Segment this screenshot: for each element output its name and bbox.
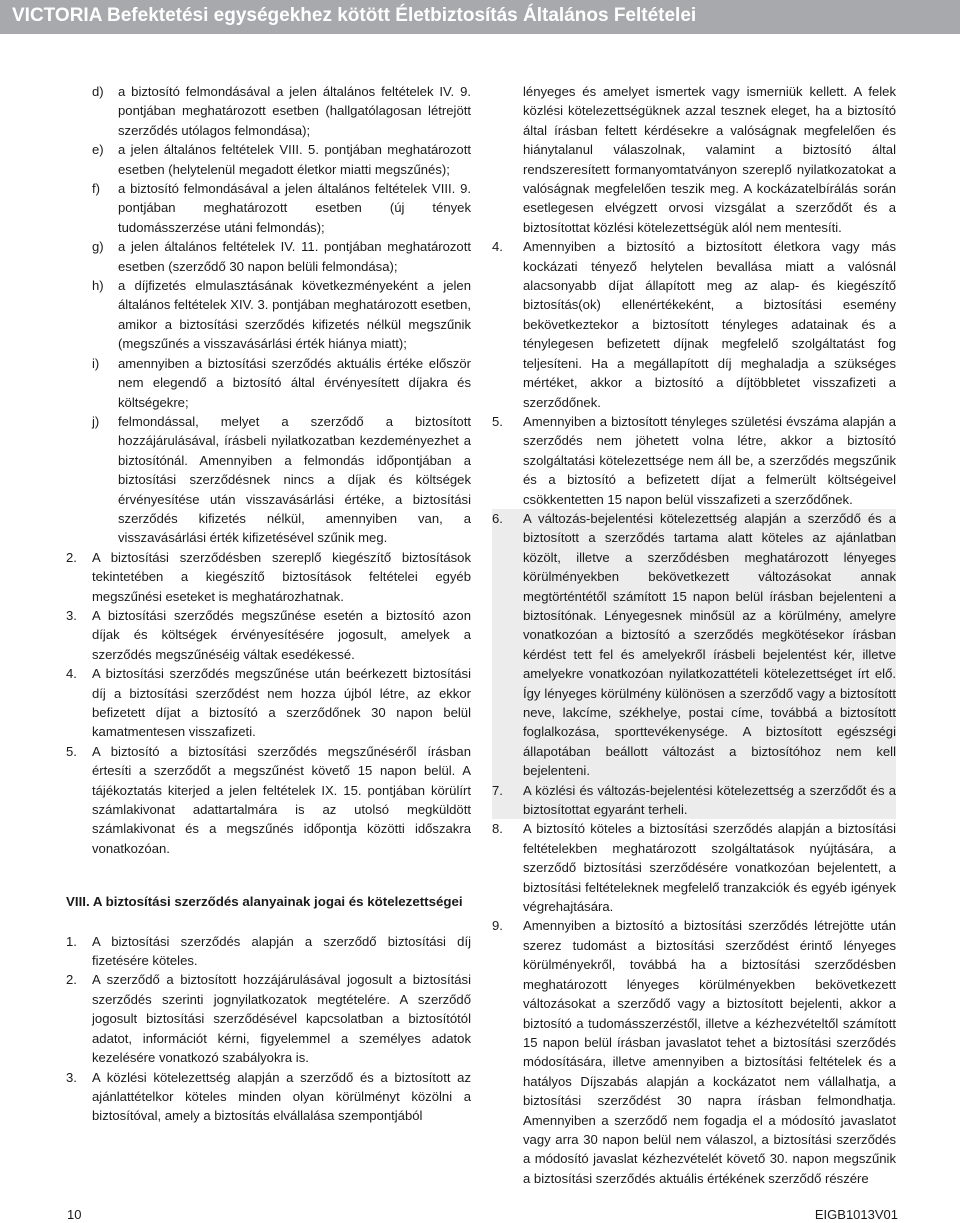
- item-text: Amennyiben a biztosított tényleges születési évszáma alapján a szerződés nem jöhetett volna létre, akkor a biztosító szolgáltatási kötelezettsége nem áll be, a szerződés megszűnik és a biztosító a befizetett díjat a felmerült költségeivel csökkentetten 15 napon belül visszafizeti a szerződőnek.: [523, 413, 896, 507]
- numbered-item: [66, 1068, 471, 1126]
- item-number: 1.: [66, 933, 77, 949]
- document-title: VICTORIA Befektetési egységekhez kötött Életbiztosítás Általános Feltételei: [12, 5, 697, 26]
- item-number: 9.: [492, 918, 503, 934]
- numbered-item: [492, 509, 896, 781]
- lettered-item: [66, 179, 471, 237]
- numbered-item: [66, 742, 471, 858]
- item-text: amennyiben a biztosítási szerződés aktuális értéke először nem elegendő a biztosító által érvényesített díjakra és költségekre;: [118, 355, 471, 410]
- item-number: g): [92, 239, 104, 255]
- item-text: A változás-bejelentési kötelezettség alapján a szerződő és a biztosított a szerződés tartama alatt köteles az ajánlatban közölt, illetve a szerződésben meghatározott lényeges körülményekben bekövetkezett változásokat annak megtörténtétől számított 15 napon belül írásban bejelenteni a biztosítónak. Lényegesnek minősül az a körülmény, amelyre vonatkozóan a biztosító a szerződés megkötésekor írásban kérdést tett fel és amelyekről írásbeli bejelentést kér, illetve amelyekre vonatkozóan nyilatkozattételi kötelezettséget írt elő. Így lényeges körülmény különösen a szerződő vagy a biztosított neve, lakcíme, székhelye, postai címe, továbbá a biztosított foglalkozása, sporttevékenysége. A biztosított egészségi állapotában beállott változást a biztosítóhoz nem kell bejelenteni.: [523, 510, 896, 779]
- item-number: 7.: [492, 782, 503, 798]
- item-text: A biztosító köteles a biztosítási szerződés alapján a biztosítási feltételekben meghatározott szolgáltatások nyújtására, a szerződő biztosítási szerződésére vonatkozóan bejelentett, a biztosítási feltételeknek megfelelő tranzakciók és egyéb igények végrehajtására.: [523, 821, 896, 915]
- lettered-item: [66, 412, 471, 548]
- numbered-item: [66, 548, 471, 606]
- item-text: felmondással, melyet a szerződő a biztosított hozzájárulásával, írásbeli nyilatkozatban kezdeményezhet a biztosítónál. Amennyiben a felmondás időpontjában a biztosítási szerződésnek nincs a díjak és költségek érvényesítése után visszavásárlási értéke, a biztosítási szerződés kifizetés nélkül, amennyiben van, a visszavásárlási érték kifizetésével szűnik meg.: [118, 413, 471, 546]
- numbered-item: [492, 916, 896, 1188]
- section-heading: VIII. A biztosítási szerződés alanyainak jogai és kötelezettségei: [66, 894, 463, 910]
- numbered-item: [66, 970, 471, 1067]
- item-text: A biztosítási szerződés alapján a szerződő biztosítási díj fizetésére köteles.: [92, 933, 471, 969]
- item-text: A közlési és változás-bejelentési kötelezettség a szerződőt és a biztosítottat egyaránt terheli.: [523, 782, 896, 818]
- intro-paragraph-row: [492, 82, 896, 237]
- item-number: f): [92, 181, 100, 197]
- right-column: [492, 82, 896, 1188]
- document-code: EIGB1013V01: [814, 1207, 898, 1222]
- numbered-item: [66, 664, 471, 742]
- termination-numbered-list: [66, 548, 471, 859]
- item-number: j): [92, 413, 100, 429]
- item-number: 4.: [492, 239, 503, 255]
- intro-paragraph: lényeges és amelyet ismertek vagy ismerniük kellett. A felek közlési kötelezettségüknek azzal tesznek eleget, ha a biztosító által írásban feltett kérdésekre a valóságnak megfelelően és hiánytalanul válaszolnak, valamint a biztosító által rendszeresített formanyomtatványon szereplő nyilatkozatokat a valóságnak megfelelően teszik meg. A kockázatelbírálás során esetlegesen elvégzett orvosi vizsgálat a szerződőt és a biztosítottat közlési kötelezettségük alól nem mentesíti.: [523, 84, 896, 235]
- numbered-item: [492, 819, 896, 916]
- item-text: a jelen általános feltételek VIII. 5. pontjában meghatározott esetben (helytelenül megadott életkor miatti megszűnés);: [118, 142, 471, 177]
- item-number: 5.: [492, 413, 503, 429]
- lettered-item: [66, 237, 471, 276]
- item-number: 2.: [66, 549, 77, 565]
- termination-cases-list: [66, 82, 471, 548]
- item-number: 6.: [492, 510, 503, 526]
- header-bar: [0, 0, 960, 34]
- item-text: Amennyiben a biztosító a biztosított életkora vagy más kockázati tényező helytelen bevallása miatt a valósnál alacsonyabb díjat állapított meg az alap- és kiegészítő biztosítás(ok) ellenértékeként, a biztosítási esemény bekövetkeztekor a biztosított tényleges adatainak és a ténylegesen befizetett díjnak megfelelő szolgáltatást fog teljesíteni. Ha a megállapított díj meghaladja a szükséges mértéket, akkor a biztosító a díjtöbbletet visszafizeti a szerződőnek.: [523, 239, 896, 410]
- item-number: d): [92, 84, 104, 99]
- lettered-item: [66, 354, 471, 412]
- lettered-item: [66, 82, 471, 140]
- left-column: [66, 82, 471, 1126]
- lettered-item: [66, 140, 471, 179]
- item-number: i): [92, 355, 100, 371]
- lettered-item: [66, 276, 471, 354]
- item-text: A biztosítási szerződésben szereplő kiegészítő biztosítások tekintetében a kiegészítő biztosítások feltételei egyéb megszűnési eseteket is meghatározhatnak.: [92, 549, 471, 604]
- section-numbered-list: [66, 932, 471, 1126]
- item-number: 2.: [66, 972, 77, 988]
- numbered-item: [492, 237, 896, 412]
- item-number: 5.: [66, 743, 77, 759]
- item-number: 3.: [66, 1069, 77, 1085]
- numbered-item: [66, 932, 471, 971]
- numbered-item: [492, 412, 896, 509]
- item-text: A közlési kötelezettség alapján a szerződő és a biztosított az ajánlattételkor köteles minden olyan körülményt közölni a biztosítóval, amely a biztosítás elvállalása szempontjából: [92, 1069, 471, 1124]
- item-number: e): [92, 142, 104, 158]
- obligations-numbered-list: [492, 237, 896, 1188]
- item-text: a biztosító felmondásával a jelen általános feltételek IV. 9. pontjában meghatározott esetben (hallgatólagosan létrejött szerződés utólagos felmondása);: [118, 84, 471, 138]
- item-text: Amennyiben a biztosító a biztosítási szerződés létrejötte után szerez tudomást a biztosítási szerződést érintő lényeges körülményekről, továbbá ha a biztosítási szerződésben meghatározott lényeges körülményekben bekövetkezett változásokat a szerződő vagy a biztosított bejelenti, akkor a biztosító a tudomásszerzéstől, illetve a kézhezvételtől számított 15 napon belül írásban javaslatot tehet a biztosítási szerződés módosítására, illetve amennyiben a biztosítási feltételek és a hatályos Díjszabás alapján a kockázatot nem vállalhatja, a biztosítási szerződést 30 napra írásban felmondhatja. Amennyiben a szerződő nem fogadja el a módosító javaslatot vagy arra 30 napon belül nem válaszol, a biztosítási szerződés a módosító javaslat kézhezvételét követő 30. napon megszűnik a biztosítási szerződés aktuális értékének szerződő részére: [523, 918, 896, 1186]
- item-text: a jelen általános feltételek IV. 11. pontjában meghatározott esetben (szerződő 30 napon belüli felmondása);: [118, 239, 471, 274]
- item-text: a biztosító felmondásával a jelen általános feltételek VIII. 9. pontjában meghatározott esetben (új tények tudomásszerzése utáni felmondás);: [118, 181, 471, 235]
- page-number: 10: [67, 1207, 82, 1222]
- numbered-item: [66, 606, 471, 664]
- item-text: A biztosítási szerződés megszűnése esetén a biztosító azon díjak és költségek érvényesítésére jogosult, amelyek a szerződés megszűnéséig váltak esedékessé.: [92, 607, 471, 662]
- item-number: 8.: [492, 821, 503, 837]
- item-number: 3.: [66, 607, 77, 623]
- item-number: h): [92, 278, 104, 294]
- item-text: A szerződő a biztosított hozzájárulásával jogosult a biztosítási szerződés szerinti jognyilatkozatok megtételére. A szerződő jogosult biztosítási szerződésével kapcsolatban a biztosítótól adatot, információt kérni, figyelemmel a személyes adatok kezelésére vonatkozó szabályokra is.: [92, 972, 471, 1066]
- item-text: A biztosítási szerződés megszűnése után beérkezett biztosítási díj a biztosítási szerződést nem hozza újból létre, az ekkor befizetett díjat a biztosító a szerződőnek 30 napon belül kamatmentesen visszafizeti.: [92, 666, 471, 740]
- item-text: a díjfizetés elmulasztásának következményeként a jelen általános feltételek XIV. 3. pontjában meghatározott esetben, amikor a biztosítási szerződés kifizetés nélkül megszűnik (megszűnés a visszavásárlási érték hiánya miatt);: [118, 278, 471, 352]
- item-number: 4.: [66, 666, 77, 682]
- item-text: A biztosító a biztosítási szerződés megszűnéséről írásban értesíti a szerződőt a megszűnést követő 15 napon belül. A tájékoztatás kiterjed a jelen feltételek IX. 15. pontjában körülírt számlakivonat adattartalmára is az utolsó megküldött számlakivonat és a megszűnés időpontja közötti időszakra vonatkozóan.: [92, 743, 471, 856]
- numbered-item: [492, 781, 896, 820]
